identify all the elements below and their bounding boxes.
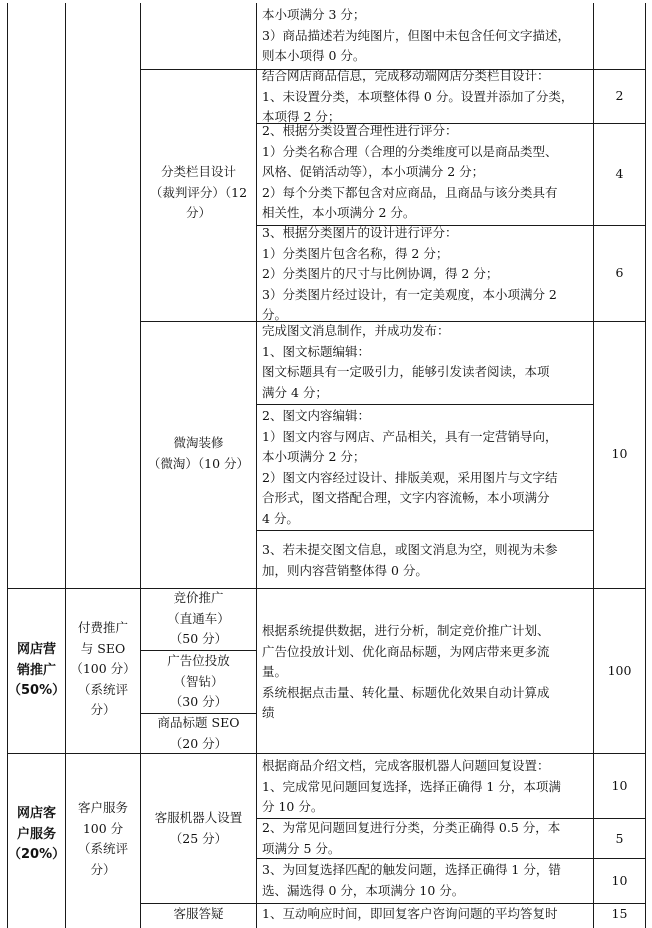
service-row1-score: 10	[611, 778, 628, 793]
service-row3-text: 3、为回复选择匹配的触发问题，选择正确得 1 分，错 选、漏选得 0 分，本项满分 10 分。	[262, 862, 561, 898]
marketing-item-ad: 广告位投放 （智钻） （30 分）	[167, 653, 230, 709]
classify-row2-score: 4	[615, 166, 624, 181]
marketing-item-seo: 商品标题 SEO （20 分）	[157, 715, 240, 751]
classify-row1-text: 结合网店商品信息，完成移动端网店分类栏目设计： 1、未设置分类，本项整体得 0 分。设置并添加了分类， 本项得 2 分；	[262, 68, 574, 124]
classify-desc-tail: 本小项满分 3 分； 3）商品描述若为纯图片，但图中未包含任何文字描述， 则本小项得 0 分。	[262, 7, 570, 63]
service-row3-score: 10	[611, 873, 628, 888]
weitao-row2-text: 2、图文内容编辑： 1）图文内容与网店、产品相关，具有一定营销导向， 本小项满分 2 分； 2）图文内容经过设计、排版美观，采用图片与文字结 合形式，图文搭配合理，文字内容流畅，本小项满分 4 分。	[262, 408, 558, 526]
marketing-subcategory: 付费推广 与 SEO （100 分） （系统评 分）	[70, 620, 136, 717]
marketing-category: 网店营 销推广 （50%）	[8, 642, 66, 698]
service-row2-text: 2、为常见问题回复进行分类，分类正确得 0.5 分，本 项满分 5 分。	[262, 820, 561, 856]
weitao-row1-text: 完成图文消息制作，并成功发布： 1、图文标题编辑： 图文标题具有一定吸引力，能够引发读者阅读，本项 满分 4 分；	[262, 323, 550, 400]
service-qa-score: 15	[611, 906, 628, 921]
classify-item-name: 分类栏目设计 （裁判评分）（12 分）	[149, 164, 248, 220]
service-qa-name: 客服答疑	[173, 906, 224, 921]
classify-row1-score: 2	[615, 88, 624, 103]
weitao-row3-text: 3、若未提交图文信息，或图文消息为空，则视为未参 加，则内容营销整体得 0 分。	[262, 542, 558, 578]
marketing-desc: 根据系统提供数据，进行分析，制定竞价推广计划、 广告位投放计划、优化商品标题，为网店带来更多流 量。 系统根据点击量、转化量、标题优化效果自动计算成 绩	[262, 623, 550, 720]
classify-row2-text: 2、根据分类设置合理性进行评分： 1）分类名称合理（合理的分类维度可以是商品类型、 风格、促销活动等），本小项满分 2 分； 2）每个分类下都包含对应商品，且商品与该分类具有 相关性，本小项满分 2 分。	[262, 123, 558, 220]
classify-row3-score: 6	[615, 265, 624, 280]
service-row2-score: 5	[615, 831, 624, 846]
classify-row3-text: 3、根据分类图片的设计进行评分： 1）分类图片包含名称，得 2 分； 2）分类图片的尺寸与比例协调，得 2 分； 3）分类图片经过设计，有一定美观度，本小项满分 2 分。	[262, 225, 557, 322]
service-row1-text: 根据商品介绍文档，完成客服机器人问题回复设置： 1、完成常见问题回复选择，选择正确得 1 分，本项满 分 10 分。	[262, 758, 561, 814]
weitao-item-name: 微淘装修 （微淘）（10 分）	[147, 435, 250, 471]
weitao-score: 10	[611, 446, 628, 461]
service-subcategory: 客户服务 100 分 （系统评 分）	[77, 800, 128, 877]
service-category: 网店客 户服务 （20%）	[8, 806, 66, 862]
service-qa-desc: 1、互动响应时间，即回复客户咨询问题的平均答复时	[262, 906, 558, 921]
service-robot-name: 客服机器人设置 （25 分）	[154, 810, 243, 846]
marketing-item-bidding: 竞价推广 （直通车） （50 分）	[167, 590, 230, 646]
marketing-score: 100	[607, 663, 632, 678]
